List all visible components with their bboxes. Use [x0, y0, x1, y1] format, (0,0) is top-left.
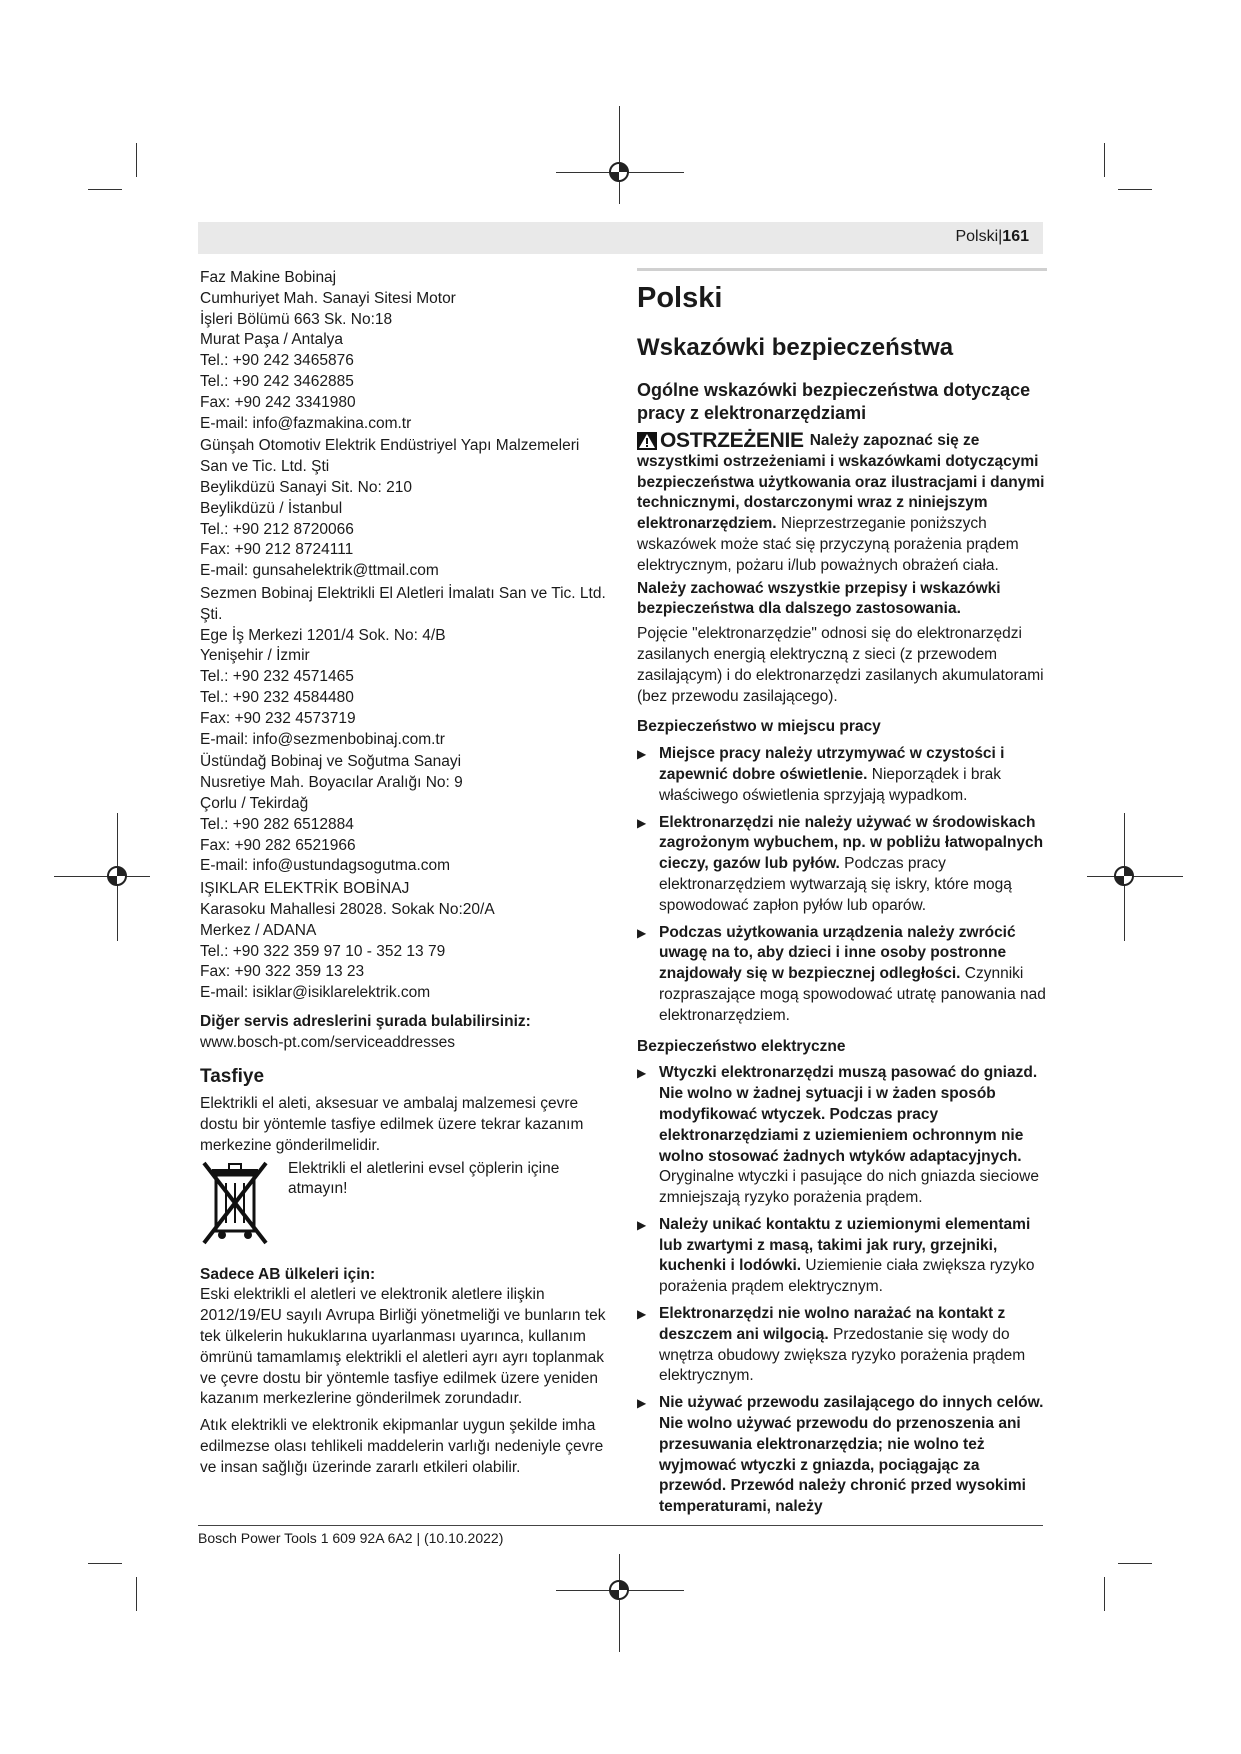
- other-service-heading: Diğer servis adreslerini şurada bulabilirsiniz:: [200, 1012, 531, 1030]
- crop-mark: [136, 143, 137, 177]
- address-line: Tel.: +90 242 3465876: [200, 352, 354, 370]
- electrical-list: [637, 1063, 1047, 1518]
- bullet-normal-text: Uziemienie ciała zwiększa ryzyko porażenia prądem elektrycznym.: [659, 1257, 1035, 1296]
- page-header: [198, 222, 1043, 254]
- safety-bullet: [637, 1393, 1047, 1518]
- header-language: Polski: [955, 228, 999, 245]
- address-line: Cumhuriyet Mah. Sanayi Sitesi Motor: [200, 289, 456, 307]
- crop-mark: [619, 106, 620, 204]
- address-line[interactable]: E-mail: isiklar@isiklarelektrik.com: [200, 984, 431, 1002]
- address-line: Sezmen Bobinaj Elektrikli El Aletleri İmalatı San ve Tic. Ltd. Şti.: [200, 584, 611, 623]
- address-line: Fax: +90 232 4573719: [200, 709, 356, 727]
- bullet-bold-text: Należy unikać kontaktu z uziemionymi elementami lub zwartymi z masą, takimi jak rury, grzejniki, kuchenki i lodówki.: [659, 1215, 1031, 1275]
- address-line: Tel.: +90 322 359 97 10 - 352 13 79: [200, 942, 446, 960]
- crop-mark: [88, 1563, 122, 1564]
- address-line[interactable]: E-mail: gunsahelektrik@ttmail.com: [200, 562, 439, 580]
- crop-mark: [54, 876, 150, 877]
- bullet-normal-text: Czynniki rozpraszające mogą spowodować utratę panowania nad elektronarzędziem.: [659, 965, 1046, 1024]
- registration-mark-icon: [605, 1576, 633, 1604]
- keep-instructions: Należy zachować wszystkie przepisy i wskazówki bezpieczeństwa dla dalszego zastosowania.: [637, 579, 1001, 618]
- bullet-bold-text: Podczas użytkowania urządzenia należy zwrócić uwagę na to, aby dzieci i inne osoby postronne znajdowały się w bezpiecznej odległości.: [659, 923, 1016, 983]
- crop-mark: [136, 1577, 137, 1611]
- weee-notice: [200, 1159, 610, 1247]
- address-line: Merkez / ADANA: [200, 921, 317, 939]
- address-line: Tel.: +90 282 6512884: [200, 815, 354, 833]
- warning-label-text: OSTRZEŻENIE: [660, 429, 804, 452]
- service-address: [200, 752, 610, 877]
- address-line: Beylikdüzü / İstanbul: [200, 499, 343, 517]
- address-line: İşleri Bölümü 663 Sk. No:18: [200, 310, 393, 328]
- address-line: Karasoku Mahallesi 28028. Sokak No:20/A: [200, 900, 495, 918]
- service-address: [200, 268, 610, 434]
- service-address: [200, 584, 610, 750]
- address-line: Ege İş Merkezi 1201/4 Sok. No: 4/B: [200, 626, 446, 644]
- electrical-heading: Bezpieczeństwo elektryczne: [637, 1037, 846, 1055]
- weee-text: Elektrikli el aletlerini evsel çöplerin içine atmayın!: [288, 1159, 560, 1198]
- address-line: Tel.: +90 212 8720066: [200, 520, 354, 538]
- address-line: Fax: +90 282 6521966: [200, 836, 356, 854]
- service-address: [200, 879, 610, 1004]
- safety-bullet: [637, 813, 1047, 917]
- left-column: [200, 268, 610, 1479]
- address-line: Yenişehir / İzmir: [200, 647, 310, 665]
- warning-block: [637, 431, 1047, 577]
- address-line: Üstündağ Bobinaj ve Soğutma Sanayi: [200, 753, 462, 771]
- workplace-list: [637, 744, 1047, 1026]
- term-definition: Pojęcie "elektronarzędzie" odnosi się do elektronarzędzi zasilanych energią elektryczną z sieci (z przewodem zasilającym) i do elektronarzędzi zasilanych akumulatorami (bez przewodu zasilającego).: [637, 625, 1044, 705]
- registration-mark-icon: [605, 158, 633, 186]
- title-rule: [637, 268, 1047, 271]
- crop-mark: [1118, 1563, 1152, 1564]
- address-line[interactable]: E-mail: info@fazmakina.com.tr: [200, 414, 412, 432]
- warning-label: [637, 431, 804, 452]
- address-line[interactable]: E-mail: info@ustundagsogutma.com: [200, 857, 451, 875]
- page-label: [955, 228, 1029, 246]
- bullet-bold-text: Elektronarzędzi nie należy używać w środowiskach zagrożonym wybuchem, np. w pobliżu łatwopalnych cieczy, gazów lub pyłów.: [659, 813, 1044, 873]
- service-address-list: [200, 268, 610, 1004]
- footer-rule: [198, 1525, 1043, 1526]
- address-line: Fax: +90 322 359 13 23: [200, 963, 365, 981]
- footer: Bosch Power Tools 1 609 92A 6A2 | (10.10.2022): [198, 1530, 504, 1546]
- crop-mark: [1104, 1577, 1105, 1611]
- eu-text-2: Atık elektrikli ve elektronik ekipmanlar uygun şekilde imha edilmezse olası tehlikeli maddelerin varlığı nedeniyle çevre ve insan sağlığı üzerinde zararlı etkileri olabilir.: [200, 1417, 604, 1476]
- page-title: Polski: [637, 282, 723, 314]
- tasfiye-heading: Tasfiye: [200, 1066, 265, 1088]
- safety-bullet: [637, 1063, 1047, 1209]
- bullet-normal-text: Nieporządek i brak właściwego oświetlenia sprzyjają wypadkom.: [659, 765, 1001, 804]
- crop-mark: [1118, 189, 1152, 190]
- safety-bullet: [637, 1215, 1047, 1298]
- registration-mark-icon: [1110, 862, 1138, 890]
- tasfiye-text: Elektrikli el aleti, aksesuar ve ambalaj malzemesi çevre dostu bir yöntemle tasfiye edilmek üzere tekrar kazanım merkezine gönderilmelidir.: [200, 1095, 584, 1154]
- safety-bullet: [637, 744, 1047, 806]
- address-line: Çorlu / Tekirdağ: [200, 794, 309, 812]
- address-line: Günşah Otomotiv Elektrik Endüstriyel Yapı Malzemeleri San ve Tic. Ltd. Şti: [200, 437, 584, 476]
- section-title: Wskazówki bezpieczeństwa: [637, 334, 954, 361]
- address-line: Fax: +90 212 8724111: [200, 541, 354, 559]
- page-number: 161: [1002, 228, 1029, 245]
- bullet-bold-text: Elektronarzędzi nie wolno narażać na kontakt z deszczem ani wilgocią.: [659, 1305, 1006, 1343]
- address-line: Fax: +90 242 3341980: [200, 393, 356, 411]
- warning-triangle-icon: [637, 432, 657, 450]
- workplace-heading: Bezpieczeństwo w miejscu pracy: [637, 718, 881, 736]
- safety-bullet: [637, 923, 1047, 1027]
- eu-text-1: Eski elektrikli el aletleri ve elektronik aletlere ilişkin 2012/19/EU sayılı Avrupa Birliği yönetmeliği ve bunların tek tek ülkelerin hukuklarına uyarlanması uyarınca, kullanım ömrünü tamamlamış elektrikli el aletleri ayrı ayrı toplanmak ve çevre dostu bir yöntemle tasfiye edilmek üzere yeniden kazanım merkezlerine gönderilmek zorundadır.: [200, 1286, 606, 1408]
- bullet-normal-text: Oryginalne wtyczki i pasujące do nich gniazda sieciowe zmniejszają ryzyko porażenia prądem.: [659, 1168, 1039, 1207]
- bullet-normal-text: Podczas pracy elektronarzędziem wytwarzają się iskry, które mogą spowodować zapłon pyłów lub oparów.: [659, 855, 1012, 914]
- address-line: Faz Makine Bobinaj: [200, 269, 337, 286]
- crop-mark: [1104, 143, 1105, 177]
- bullet-bold-text: Wtyczki elektronarzędzi muszą pasować do gniazd. Nie wolno w żadnej sytuacji i w żaden sposób modyfikować wtyczek. Podczas pracy elektronarzędziami z uziemieniem ochronnym nie wolno stosować żadnych wtyków adaptacyjnych.: [659, 1064, 1038, 1165]
- header-separator: |: [998, 228, 1003, 245]
- address-line: Tel.: +90 242 3462885: [200, 372, 354, 390]
- address-line: Murat Paşa / Antalya: [200, 331, 344, 349]
- crossed-bin-icon: [200, 1159, 270, 1247]
- crop-mark: [88, 189, 122, 190]
- address-line: Tel.: +90 232 4571465: [200, 668, 354, 686]
- right-column: [637, 268, 1047, 1524]
- address-line: Beylikdüzü Sanayi Sit. No: 210: [200, 478, 412, 496]
- registration-mark-icon: [103, 862, 131, 890]
- address-line: IŞIKLAR ELEKTRİK BOBİNAJ: [200, 880, 410, 898]
- address-line: Tel.: +90 232 4584480: [200, 688, 354, 706]
- bullet-bold-text: Miejsce pracy należy utrzymywać w czystości i zapewnić dobre oświetlenie.: [659, 745, 1005, 783]
- warning-bold-text: Należy zapoznać się ze wszystkimi ostrzeżeniami i wskazówkami dotyczącymi bezpieczeństwa użytkowania oraz ilustracjami i danymi technicznymi, dostarczonymi wraz z niniejszym elektronarzędziem.: [637, 432, 1045, 533]
- bullet-normal-text: Przedostanie się wody do wnętrza obudowy zwiększa ryzyko porażenia prądem elektrycznym.: [659, 1325, 1026, 1385]
- warning-normal-text: Nieprzestrzeganie poniższych wskazówek może stać się przyczyną porażenia prądem elektrycznym, pożaru i/lub poważnych obrażeń ciała.: [637, 515, 1019, 574]
- general-heading: Ogólne wskazówki bezpieczeństwa dotyczące pracy z elektronarzędziami: [637, 380, 1031, 423]
- safety-bullet: [637, 1304, 1047, 1387]
- address-line: Nusretiye Mah. Boyacılar Aralığı No: 9: [200, 774, 463, 792]
- address-line[interactable]: E-mail: info@sezmenbobinaj.com.tr: [200, 730, 445, 748]
- bullet-bold-text: Nie używać przewodu zasilającego do innych celów. Nie wolno używać przewodu do przenoszenia ani przesuwania elektronarzędzia; nie wolno też wyjmować wtyczki z gniazda, pociągając za przewód. Przewód należy chronić przed wysokimi temperaturami, należy: [659, 1394, 1044, 1516]
- other-service-url[interactable]: www.bosch-pt.com/serviceaddresses: [200, 1033, 455, 1051]
- service-address: [200, 436, 610, 582]
- eu-heading: Sadece AB ülkeleri için:: [200, 1265, 376, 1283]
